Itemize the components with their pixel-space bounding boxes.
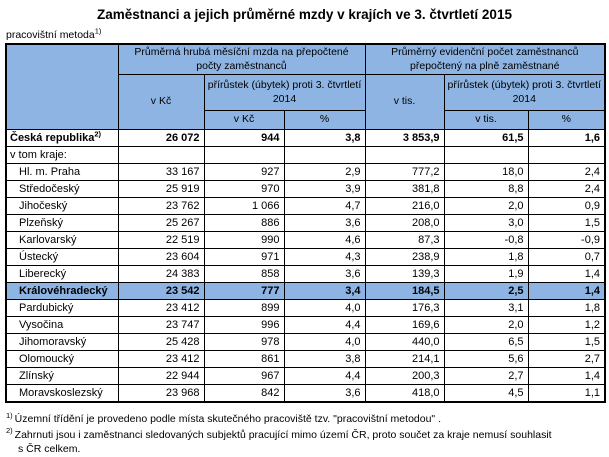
value-cell: 1,4: [528, 368, 605, 385]
value-cell: 967: [204, 368, 284, 385]
method-note-footnote-ref: 1): [94, 26, 102, 36]
table-row-label: [6, 147, 605, 164]
table-row: [6, 334, 605, 351]
method-note-text: pracovištní metoda: [6, 29, 95, 41]
footnote-2-text: Zahrnuti jsou i zaměstnanci sledovaných subjektů pracující mimo území ČR, proto součet za kraje nemusí souhlasit: [14, 428, 552, 441]
page-title: Zaměstnanci a jejich průměrné mzdy v krajích ve 3. čtvrtletí 2015: [97, 7, 512, 22]
footnote-ref: 2): [94, 129, 102, 139]
table-row: [6, 249, 605, 266]
footnote-2: [6, 428, 604, 457]
value-cell: 4,0: [284, 300, 365, 317]
value-cell: 996: [204, 317, 284, 334]
value-cell: [365, 147, 444, 164]
table-row: [6, 181, 605, 198]
value-cell: 25 267: [118, 215, 204, 232]
value-cell: [444, 147, 528, 164]
footnotes: [5, 412, 604, 456]
region-cell: v tom kraje:: [6, 147, 118, 164]
value-cell: 3,9: [284, 181, 365, 198]
value-cell: 26 072: [118, 130, 204, 147]
region-cell: Moravskoslezský: [6, 385, 118, 403]
table-row-highlighted: [6, 283, 605, 300]
value-cell: 1,5: [528, 215, 605, 232]
value-cell: 1 066: [204, 198, 284, 215]
value-cell: 87,3: [365, 232, 444, 249]
value-cell: 440,0: [365, 334, 444, 351]
table-row-total: [6, 130, 605, 147]
value-cell: 1,2: [528, 317, 605, 334]
footnote-2-text-continued: s ČR celkem.: [18, 443, 81, 456]
value-cell: 944: [204, 130, 284, 147]
value-cell: 1,8: [528, 300, 605, 317]
value-cell: 418,0: [365, 385, 444, 403]
employees-change-pct-header: %: [528, 111, 605, 130]
value-cell: 23 412: [118, 300, 204, 317]
value-cell: 3,6: [284, 215, 365, 232]
value-cell: -0,8: [444, 232, 528, 249]
value-cell: 861: [204, 351, 284, 368]
value-cell: 5,6: [444, 351, 528, 368]
value-cell: 990: [204, 232, 284, 249]
employees-change-header: přírůstek (úbytek) proti 3. čtvrtletí 2014: [444, 75, 605, 111]
wage-change-header: přírůstek (úbytek) proti 3. čtvrtletí 2014: [204, 75, 365, 111]
region-cell: Liberecký: [6, 266, 118, 283]
value-cell: 23 412: [118, 351, 204, 368]
value-cell: 23 747: [118, 317, 204, 334]
value-cell: 899: [204, 300, 284, 317]
value-cell: 3,8: [284, 130, 365, 147]
footnote-1-text: Územní třídění je provedeno podle místa skutečného pracoviště tzv. "pracovištní metodou" .: [14, 413, 441, 426]
value-cell: 4,6: [284, 232, 365, 249]
value-cell: 6,5: [444, 334, 528, 351]
value-cell: 3,1: [444, 300, 528, 317]
table-row: [6, 317, 605, 334]
value-cell: 3,6: [284, 266, 365, 283]
region-cell: Česká republika$^{2)}$: [6, 130, 118, 147]
value-cell: 4,4: [284, 368, 365, 385]
value-cell: 22 944: [118, 368, 204, 385]
employees-change-tis-header: v tis.: [444, 111, 528, 130]
value-cell: 208,0: [365, 215, 444, 232]
region-cell: Zlínský: [6, 368, 118, 385]
value-cell: 24 383: [118, 266, 204, 283]
value-cell: 3,8: [284, 351, 365, 368]
value-cell: 4,4: [284, 317, 365, 334]
region-cell: Ústecký: [6, 249, 118, 266]
value-cell: [528, 147, 605, 164]
value-cell: 970: [204, 181, 284, 198]
value-cell: 61,5: [444, 130, 528, 147]
employees-unit-header: v tis.: [365, 75, 444, 130]
wage-group-header: Průměrná hrubá měsíční mzda na přepočtené počty zaměstnanců: [118, 44, 365, 75]
value-cell: 1,4: [528, 283, 605, 300]
value-cell: 1,1: [528, 385, 605, 403]
value-cell: 0,9: [528, 198, 605, 215]
table-row: [6, 164, 605, 181]
table-row: [6, 215, 605, 232]
method-note: [6, 26, 604, 41]
region-cell: Olomoucký: [6, 351, 118, 368]
value-cell: 176,3: [365, 300, 444, 317]
value-cell: 971: [204, 249, 284, 266]
table-row: [6, 300, 605, 317]
value-cell: 238,9: [365, 249, 444, 266]
value-cell: 1,5: [528, 334, 605, 351]
value-cell: 4,5: [444, 385, 528, 403]
region-cell: Středočeský: [6, 181, 118, 198]
value-cell: 2,9: [284, 164, 365, 181]
footnote-1-marker: 1): [6, 410, 13, 420]
value-cell: 2,7: [444, 368, 528, 385]
table-row: [6, 385, 605, 403]
value-cell: 1,9: [444, 266, 528, 283]
value-cell: 886: [204, 215, 284, 232]
region-cell: Pardubický: [6, 300, 118, 317]
region-cell: Hl. m. Praha: [6, 164, 118, 181]
wage-change-kc-header: v Kč: [204, 111, 284, 130]
value-cell: 8,8: [444, 181, 528, 198]
value-cell: 18,0: [444, 164, 528, 181]
region-column-corner: [6, 44, 118, 130]
value-cell: [118, 147, 204, 164]
value-cell: 33 167: [118, 164, 204, 181]
value-cell: 1,6: [528, 130, 605, 147]
value-cell: 1,4: [528, 266, 605, 283]
value-cell: 200,3: [365, 368, 444, 385]
value-cell: 1,8: [444, 249, 528, 266]
wage-unit-header: v Kč: [118, 75, 204, 130]
value-cell: 23 542: [118, 283, 204, 300]
value-cell: 4,3: [284, 249, 365, 266]
value-cell: 381,8: [365, 181, 444, 198]
value-cell: 2,5: [444, 283, 528, 300]
value-cell: 25 428: [118, 334, 204, 351]
footnote-1: [6, 412, 604, 426]
region-cell: Jihomoravský: [6, 334, 118, 351]
region-cell: Jihočeský: [6, 198, 118, 215]
value-cell: 169,6: [365, 317, 444, 334]
value-cell: -0,9: [528, 232, 605, 249]
value-cell: 777: [204, 283, 284, 300]
value-cell: 23 762: [118, 198, 204, 215]
value-cell: 2,4: [528, 164, 605, 181]
value-cell: 4,7: [284, 198, 365, 215]
table-row: [6, 198, 605, 215]
footnote-2-marker: 2): [6, 426, 13, 436]
value-cell: 23 968: [118, 385, 204, 403]
employees-group-header: Průměrný evidenční počet zaměstnanců přepočtený na plně zaměstnané: [365, 44, 605, 75]
wages-by-region-table: [5, 43, 606, 403]
value-cell: 139,3: [365, 266, 444, 283]
value-cell: 927: [204, 164, 284, 181]
value-cell: 216,0: [365, 198, 444, 215]
region-cell: Královéhradecký: [6, 283, 118, 300]
value-cell: 23 604: [118, 249, 204, 266]
region-cell: Vysočina: [6, 317, 118, 334]
value-cell: 4,0: [284, 334, 365, 351]
value-cell: 3,4: [284, 283, 365, 300]
table-row: [6, 351, 605, 368]
value-cell: 842: [204, 385, 284, 403]
value-cell: 22 519: [118, 232, 204, 249]
region-cell: Karlovarský: [6, 232, 118, 249]
value-cell: 0,7: [528, 249, 605, 266]
value-cell: 25 919: [118, 181, 204, 198]
table-row: [6, 368, 605, 385]
value-cell: 2,0: [444, 317, 528, 334]
table-row: [6, 266, 605, 283]
table-row: [6, 232, 605, 249]
value-cell: 978: [204, 334, 284, 351]
value-cell: 214,1: [365, 351, 444, 368]
value-cell: 3,6: [284, 385, 365, 403]
value-cell: 2,7: [528, 351, 605, 368]
value-cell: 2,4: [528, 181, 605, 198]
wage-change-pct-header: %: [284, 111, 365, 130]
region-cell: Plzeňský: [6, 215, 118, 232]
value-cell: 184,5: [365, 283, 444, 300]
value-cell: [204, 147, 284, 164]
value-cell: 858: [204, 266, 284, 283]
value-cell: 3 853,9: [365, 130, 444, 147]
value-cell: 777,2: [365, 164, 444, 181]
value-cell: 3,0: [444, 215, 528, 232]
value-cell: 2,0: [444, 198, 528, 215]
value-cell: [284, 147, 365, 164]
